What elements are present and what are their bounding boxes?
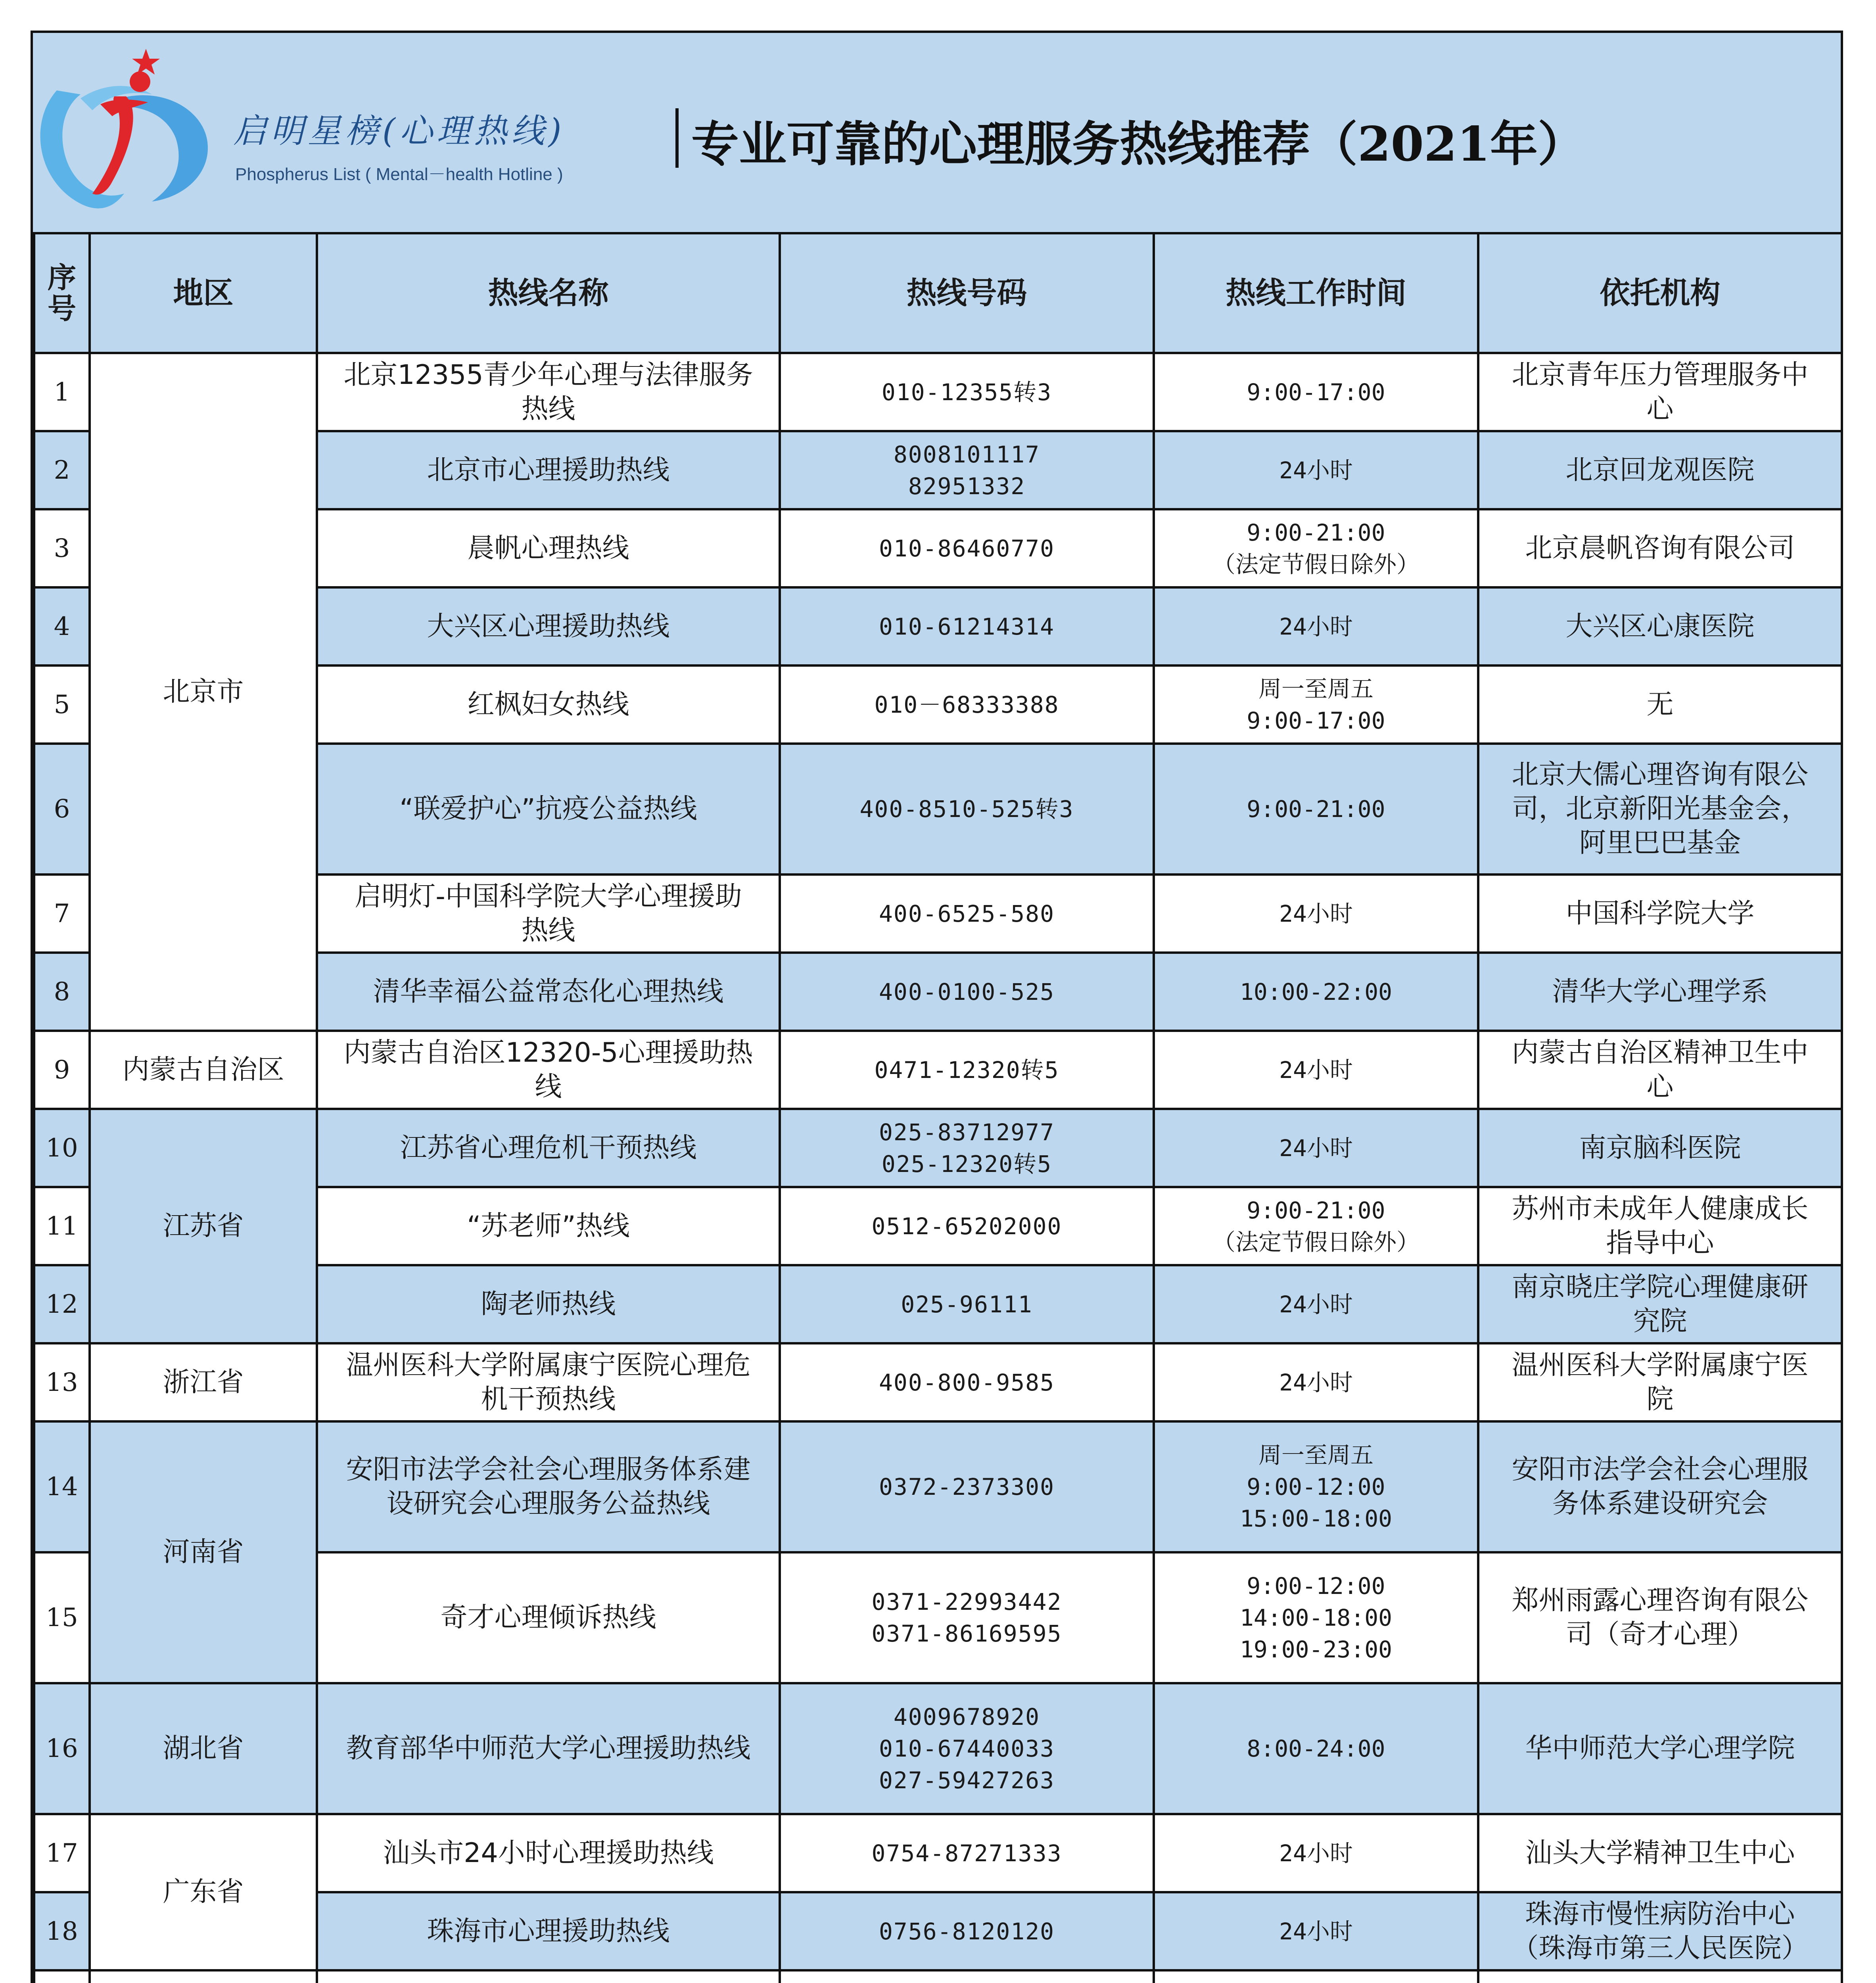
region-cell: 浙江省: [90, 1343, 317, 1421]
brand-chinese-name: 启明星榜(心理热线): [233, 111, 566, 150]
hotline-hours-cell: [1154, 665, 1478, 744]
cell-line: 8:00-24:00: [1247, 1735, 1385, 1762]
cell-line: 陶老师热线: [481, 1288, 616, 1320]
cell-line: 务体系建设研究会: [1552, 1488, 1768, 1519]
cell-line: 内蒙古自治区12320-5心理援助热: [343, 1037, 753, 1068]
hotline-org-cell: [1478, 1109, 1842, 1187]
cell-line: 汕头大学精神卫生中心: [1525, 1837, 1795, 1869]
seq-cell: 2: [34, 431, 90, 509]
cell-line: 华中师范大学心理学院: [1525, 1733, 1795, 1764]
cell-line: 究院: [1633, 1305, 1687, 1337]
hotline-number-cell: [780, 509, 1154, 587]
seq-cell: 8: [34, 953, 90, 1031]
cell-line: 24小时: [1279, 900, 1353, 927]
cell-line: 启明灯-中国科学院大学心理援助: [355, 880, 742, 912]
hotline-name-cell: [317, 509, 780, 587]
seq-cell: 17: [34, 1814, 90, 1892]
hotline-number-cell: [780, 665, 1154, 744]
table-body: [34, 353, 1842, 1983]
hotline-hours-cell: [1154, 1421, 1478, 1552]
column-header-seq: 序号: [34, 233, 90, 353]
table-row: [34, 1814, 1842, 1892]
hotline-hours-cell: [1154, 1892, 1478, 1970]
cell-line: 汕头市24小时心理援助热线: [383, 1837, 714, 1869]
cell-line: 司，北京新阳光基金会，: [1512, 793, 1809, 825]
table-row: [34, 1343, 1842, 1421]
hotline-name-cell: [317, 1343, 780, 1421]
hotline-name-cell: [317, 1970, 780, 1983]
region-cell: 内蒙古自治区: [90, 1031, 317, 1109]
cell-line: 24小时: [1279, 1134, 1353, 1162]
hotline-name-cell: [317, 1892, 780, 1970]
cell-line: 10:00-22:00: [1239, 978, 1393, 1005]
cell-line: 025-12320转5: [881, 1150, 1052, 1178]
hotline-number-cell: [780, 875, 1154, 953]
cell-line: （珠海市第三人民医院）: [1512, 1932, 1809, 1964]
hotline-org-cell: [1478, 1683, 1842, 1814]
hotline-name-cell: [317, 353, 780, 431]
column-header-region: 地区: [90, 233, 317, 353]
hotline-hours-cell: [1154, 509, 1478, 587]
seq-cell: 11: [34, 1187, 90, 1265]
cell-line: 010-67440033: [879, 1735, 1055, 1762]
cell-line: 4009678920: [893, 1703, 1040, 1730]
cell-line: 24小时: [1279, 1291, 1353, 1318]
table-row: [34, 1970, 1842, 1983]
cell-line: 无: [1646, 688, 1674, 720]
column-header-number: 热线号码: [780, 233, 1154, 353]
hotline-hours-cell: [1154, 953, 1478, 1031]
cell-line: 心: [1646, 393, 1674, 425]
hotline-hours-cell: [1154, 1970, 1478, 1983]
cell-line: 郑州雨露心理咨询有限公: [1512, 1585, 1809, 1616]
hotline-org-cell: [1478, 587, 1842, 665]
hotline-name-cell: [317, 875, 780, 953]
region-cell: 河南省: [90, 1421, 317, 1683]
cell-line: 阿里巴巴基金: [1579, 827, 1741, 859]
cell-line: 025-83712977: [879, 1118, 1055, 1146]
cell-line: 24小时: [1279, 613, 1353, 640]
cell-line: 大兴区心理援助热线: [427, 610, 670, 642]
cell-line: 19:00-23:00: [1239, 1636, 1393, 1663]
cell-line: 热线: [521, 915, 575, 946]
cell-line: 司（奇才心理）: [1565, 1619, 1755, 1650]
hotline-number-cell: [780, 1892, 1154, 1970]
seq-cell: [34, 1970, 90, 1983]
hotline-org-cell: [1478, 1892, 1842, 1970]
hotline-number-cell: [780, 1814, 1154, 1892]
hotline-name-cell: [317, 431, 780, 509]
cell-line: 周一至周五: [1258, 1442, 1373, 1469]
cell-line: 内蒙古自治区精神卫生中: [1512, 1037, 1809, 1068]
cell-line: 010－68333388: [874, 691, 1059, 718]
hotline-hours-cell: [1154, 1109, 1478, 1187]
cell-line: 14:00-18:00: [1239, 1604, 1393, 1631]
hotline-org-cell: [1478, 744, 1842, 875]
hotline-hours-cell: [1154, 744, 1478, 875]
cell-line: 0371-22993442: [871, 1588, 1062, 1615]
table-row: [34, 1031, 1842, 1109]
table-row: [34, 353, 1842, 431]
hotline-hours-cell: [1154, 1031, 1478, 1109]
hotline-name-cell: [317, 587, 780, 665]
cell-line: 8008101117: [893, 441, 1040, 468]
hotline-name-cell: [317, 1265, 780, 1343]
table-row: [34, 1683, 1842, 1814]
hotline-number-cell: [780, 1187, 1154, 1265]
hotline-number-cell: [780, 1109, 1154, 1187]
seq-cell: 1: [34, 353, 90, 431]
hotline-org-cell: [1478, 875, 1842, 953]
hotline-org-cell: [1478, 953, 1842, 1031]
cell-line: 9:00-21:00: [1247, 796, 1385, 823]
cell-line: 北京晨帆咨询有限公司: [1525, 532, 1795, 564]
cell-line: “联爱护心”抗疫公益热线: [399, 793, 697, 825]
cell-line: 400-0100-525: [879, 978, 1055, 1005]
cell-line: 安阳市法学会社会心理服务体系建: [346, 1454, 751, 1485]
cell-line: （法定节假日除外）: [1212, 1228, 1419, 1256]
hotline-hours-cell: [1154, 1343, 1478, 1421]
column-header-hours: 热线工作时间: [1154, 233, 1478, 353]
page-title: 专业可靠的心理服务热线推荐（2021年）: [691, 116, 1585, 172]
hotline-name-cell: [317, 744, 780, 875]
hotline-hours-cell: [1154, 875, 1478, 953]
cell-line: 027-59427263: [879, 1767, 1055, 1794]
cell-line: 珠海市慢性病防治中心: [1525, 1898, 1795, 1930]
hotline-org-cell: [1478, 665, 1842, 744]
hotline-hours-cell: [1154, 1265, 1478, 1343]
cell-line: 大兴区心康医院: [1565, 610, 1755, 642]
hotline-hours-cell: [1154, 353, 1478, 431]
cell-line: 江苏省心理危机干预热线: [400, 1132, 697, 1164]
cell-line: 北京12355青少年心理与法律服务: [343, 359, 753, 391]
hotline-name-cell: [317, 1031, 780, 1109]
hotline-org-cell: [1478, 1031, 1842, 1109]
cell-line: 北京大儒心理咨询有限公: [1512, 759, 1809, 790]
title-divider: [675, 108, 679, 168]
hotline-org-cell: [1478, 431, 1842, 509]
cell-line: 北京青年压力管理服务中: [1512, 359, 1809, 391]
cell-line: 热线: [521, 393, 575, 425]
seq-cell: 10: [34, 1109, 90, 1187]
region-cell: 湖北省: [90, 1683, 317, 1814]
seq-cell: 3: [34, 509, 90, 587]
hotline-number-cell: [780, 1552, 1154, 1683]
hotline-name-cell: [317, 1683, 780, 1814]
cell-line: 指导中心: [1606, 1227, 1714, 1259]
cell-line: 0512-65202000: [871, 1212, 1062, 1240]
cell-line: 清华幸福公益常态化心理热线: [373, 976, 724, 1007]
seq-cell: 6: [34, 744, 90, 875]
cell-line: 心: [1646, 1071, 1674, 1103]
seq-cell: 18: [34, 1892, 90, 1970]
cell-line: 400-8510-525转3: [859, 796, 1074, 823]
hotline-name-cell: [317, 1109, 780, 1187]
hotline-hours-cell: [1154, 1552, 1478, 1683]
cell-line: 82951332: [908, 472, 1026, 500]
phospherus-logo-icon: [33, 35, 219, 217]
column-header-name: 热线名称: [317, 233, 780, 353]
cell-line: 9:00-12:00: [1247, 1473, 1385, 1500]
cell-line: 0471-12320转5: [874, 1056, 1059, 1084]
hotline-hours-cell: [1154, 431, 1478, 509]
hotline-hours-cell: [1154, 1814, 1478, 1892]
hotline-org-cell: [1478, 1552, 1842, 1683]
cell-line: 9:00-17:00: [1247, 707, 1385, 734]
hotline-hours-cell: [1154, 1683, 1478, 1814]
table-row: [34, 1421, 1842, 1552]
cell-line: 苏州市未成年人健康成长: [1512, 1193, 1809, 1225]
cell-line: 教育部华中师范大学心理援助热线: [346, 1733, 751, 1764]
seq-cell: 16: [34, 1683, 90, 1814]
cell-line: 400-800-9585: [879, 1369, 1055, 1396]
cell-line: 周一至周五: [1258, 675, 1373, 702]
hotline-org-cell: [1478, 509, 1842, 587]
cell-line: 院: [1646, 1383, 1674, 1415]
hotline-name-cell: [317, 1187, 780, 1265]
cell-line: 24小时: [1279, 1369, 1353, 1396]
hotline-number-cell: [780, 587, 1154, 665]
cell-line: 安阳市法学会社会心理服: [1512, 1454, 1809, 1485]
table-row: [34, 1109, 1842, 1187]
seq-cell: 7: [34, 875, 90, 953]
cell-line: 中国科学院大学: [1565, 898, 1755, 929]
cell-line: 奇才心理倾诉热线: [440, 1602, 656, 1633]
hotline-number-cell: [780, 431, 1154, 509]
hotline-org-cell: [1478, 1814, 1842, 1892]
region-cell: 江苏省: [90, 1109, 317, 1343]
seq-cell: 12: [34, 1265, 90, 1343]
hotline-org-cell: [1478, 1421, 1842, 1552]
cell-line: 清华大学心理学系: [1552, 976, 1768, 1007]
hotline-name-cell: [317, 953, 780, 1031]
cell-line: 9:00-12:00: [1247, 1573, 1385, 1599]
hotline-number-cell: [780, 1265, 1154, 1343]
hotline-org-cell: [1478, 353, 1842, 431]
cell-line: 15:00-18:00: [1239, 1505, 1393, 1532]
cell-line: 24小时: [1279, 1839, 1353, 1867]
hotline-number-cell: [780, 353, 1154, 431]
cell-line: 线: [535, 1071, 562, 1103]
brand-english-name: Phospherus List ( Mental－health Hotline ): [235, 165, 563, 184]
cell-line: 025-96111: [901, 1291, 1033, 1318]
region-cell: [90, 1970, 317, 1983]
seq-cell: 13: [34, 1343, 90, 1421]
hotline-number-cell: [780, 744, 1154, 875]
cell-line: 9:00-17:00: [1247, 378, 1385, 406]
seq-cell: 5: [34, 665, 90, 744]
hotline-org-cell: [1478, 1343, 1842, 1421]
cell-line: 010-61214314: [879, 613, 1055, 640]
hotline-number-cell: [780, 1683, 1154, 1814]
cell-line: 9:00-21:00: [1247, 519, 1385, 546]
hotline-name-cell: [317, 665, 780, 744]
cell-line: 010-12355转3: [881, 378, 1052, 406]
cell-line: 0756-8120120: [879, 1918, 1055, 1945]
cell-line: 南京晓庄学院心理健康研: [1512, 1271, 1809, 1303]
hotline-org-cell: [1478, 1265, 1842, 1343]
cell-line: 24小时: [1279, 1918, 1353, 1945]
hotline-hours-cell: [1154, 1187, 1478, 1265]
hotline-sheet: [31, 31, 1843, 1983]
hotline-name-cell: [317, 1421, 780, 1552]
cell-line: 设研究会心理服务公益热线: [386, 1488, 710, 1519]
seq-cell: 4: [34, 587, 90, 665]
table-header-row: [34, 233, 1842, 353]
cell-line: 24小时: [1279, 456, 1353, 484]
cell-line: 珠海市心理援助热线: [427, 1915, 670, 1947]
hotline-name-cell: [317, 1814, 780, 1892]
hotline-number-cell: [780, 953, 1154, 1031]
cell-line: 010-86460770: [879, 535, 1055, 562]
cell-line: （法定节假日除外）: [1212, 550, 1419, 578]
seq-cell: 9: [34, 1031, 90, 1109]
cell-line: 9:00-21:00: [1247, 1197, 1385, 1224]
column-header-org: 依托机构: [1478, 233, 1842, 353]
header-banner: [33, 33, 1841, 234]
hotline-org-cell: [1478, 1970, 1842, 1983]
hotline-number-cell: [780, 1421, 1154, 1552]
hotline-name-cell: [317, 1552, 780, 1683]
hotline-hours-cell: [1154, 587, 1478, 665]
cell-line: 400-6525-580: [879, 900, 1055, 927]
cell-line: 温州医科大学附属康宁医院心理危: [346, 1349, 751, 1381]
cell-line: 0372-2373300: [879, 1473, 1055, 1500]
region-cell: 广东省: [90, 1814, 317, 1970]
hotline-org-cell: [1478, 1187, 1842, 1265]
seq-cell: 14: [34, 1421, 90, 1552]
hotline-table: [33, 232, 1843, 1983]
cell-line: 0371-86169595: [871, 1620, 1062, 1647]
region-cell: 北京市: [90, 353, 317, 1031]
cell-line: 北京市心理援助热线: [427, 454, 670, 486]
cell-line: 机干预热线: [481, 1383, 616, 1415]
hotline-number-cell: [780, 1343, 1154, 1421]
seq-cell: 15: [34, 1552, 90, 1683]
cell-line: 0754-87271333: [871, 1839, 1062, 1867]
cell-line: 北京回龙观医院: [1565, 454, 1755, 486]
cell-line: 红枫妇女热线: [467, 688, 629, 720]
cell-line: 24小时: [1279, 1056, 1353, 1084]
hotline-number-cell: [780, 1031, 1154, 1109]
cell-line: 晨帆心理热线: [467, 532, 629, 564]
cell-line: “苏老师”热线: [467, 1210, 630, 1242]
cell-line: 南京脑科医院: [1579, 1132, 1741, 1164]
hotline-number-cell: [780, 1970, 1154, 1983]
cell-line: 温州医科大学附属康宁医: [1512, 1349, 1809, 1381]
